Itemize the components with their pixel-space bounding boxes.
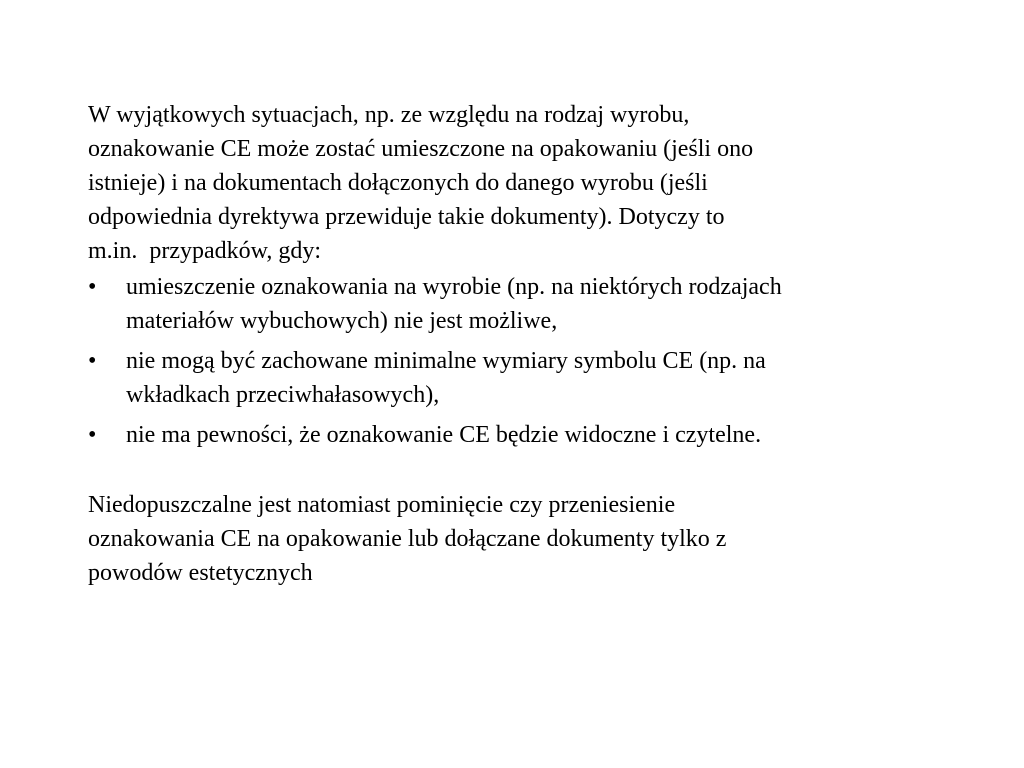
bullet-item-2 <box>88 344 948 412</box>
intro-line: istnieje) i na dokumentach dołączonych do danego wyrobu (jeśli <box>88 170 708 196</box>
closing-line: Niedopuszczalne jest natomiast pominięcie czy przeniesienie <box>88 492 676 518</box>
bullet-line: umieszczenie oznakowania na wyrobie (np. na niektórych rodzajach <box>126 274 782 300</box>
bullet-line: wkładkach przeciwhałasowych), <box>126 382 440 408</box>
bullet-marker: • <box>88 348 97 374</box>
bullet-item-3 <box>88 418 948 452</box>
intro-line: W wyjątkowych sytuacjach, np. ze względu na rodzaj wyrobu, <box>88 102 690 128</box>
closing-paragraph <box>88 488 948 590</box>
bullet-marker: • <box>88 422 97 448</box>
bullet-line: nie ma pewności, że oznakowanie CE będzie widoczne i czytelne. <box>126 422 762 448</box>
slide-content <box>88 98 948 590</box>
closing-line: powodów estetycznych <box>88 560 313 586</box>
bullet-marker: • <box>88 274 97 300</box>
bullet-line: materiałów wybuchowych) nie jest możliwe, <box>126 308 558 334</box>
bullet-line: nie mogą być zachowane minimalne wymiary symbolu CE (np. na <box>126 348 766 374</box>
intro-line: m.in. przypadków, gdy: <box>88 238 322 264</box>
bullet-item-1 <box>88 270 948 338</box>
intro-paragraph <box>88 98 948 268</box>
bullet-list <box>88 270 948 452</box>
intro-line: odpowiednia dyrektywa przewiduje takie dokumenty). Dotyczy to <box>88 204 725 230</box>
intro-line: oznakowanie CE może zostać umieszczone na opakowaniu (jeśli ono <box>88 136 754 162</box>
closing-line: oznakowania CE na opakowanie lub dołączane dokumenty tylko z <box>88 526 727 552</box>
